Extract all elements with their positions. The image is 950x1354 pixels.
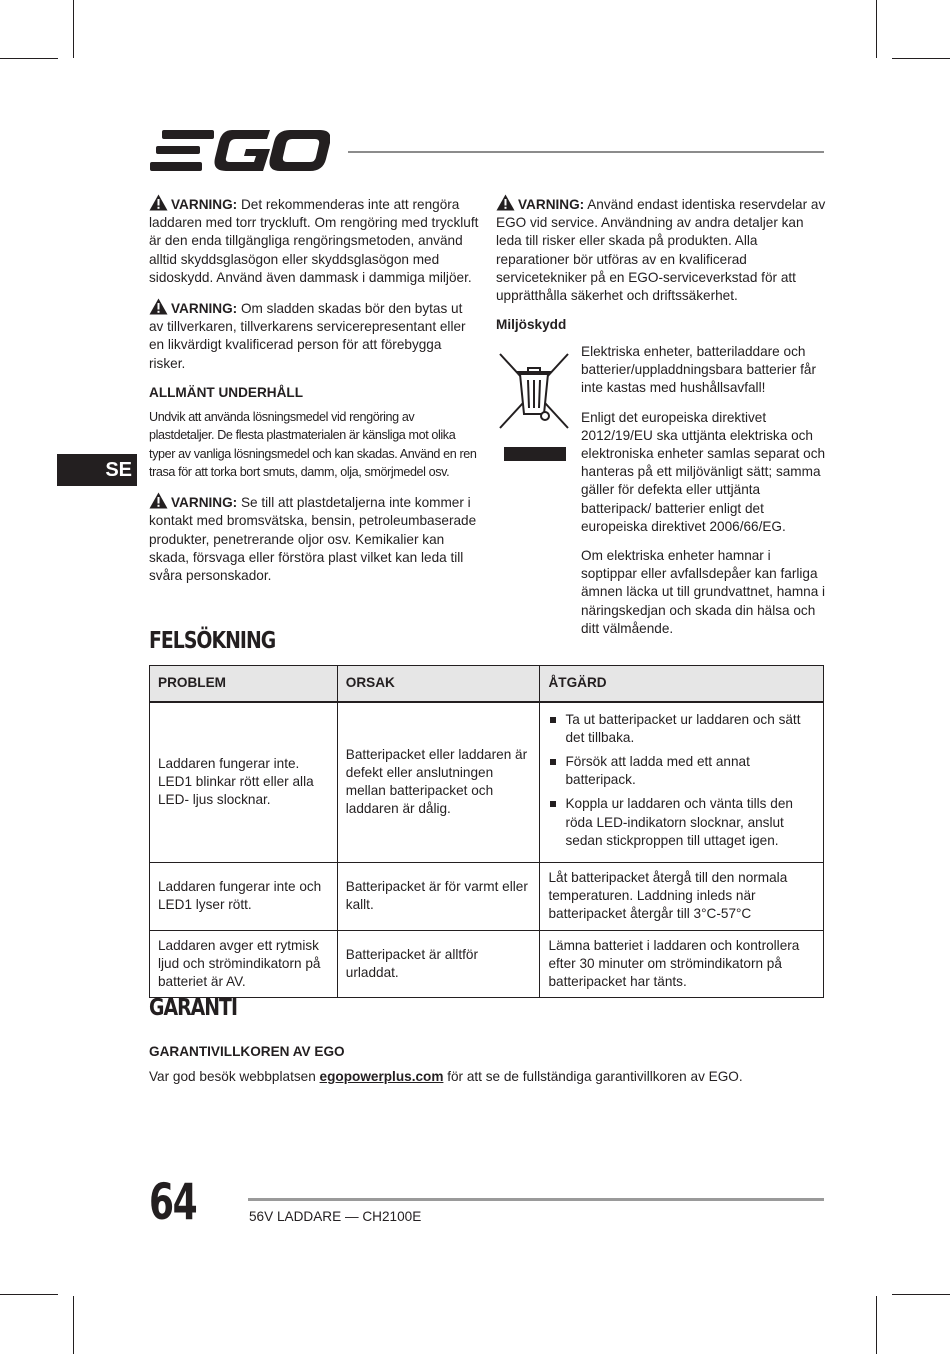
warning-paragraph — [149, 492, 479, 585]
right-column — [496, 194, 826, 340]
problem-cell: Laddaren avger ett rytmisk ljud och strömindikatorn på batteriet är AV. — [150, 930, 338, 998]
action-cell: Låt batteripacket återgå till den normala temperaturen. Laddning inleds när batteripacket återgår till 3°C-57°C — [540, 862, 824, 930]
troubleshooting-table — [149, 665, 824, 998]
environment-text — [581, 343, 826, 649]
warning-text: Om sladden skadas bör den bytas ut av tillverkaren, tillverkarens servicerepresentant eller en likvärdigt kvalificerad person för att förebygga risker. — [149, 301, 466, 371]
column-header: ORSAK — [337, 666, 540, 702]
footer-rule — [248, 1198, 824, 1201]
troubleshooting-title: FELSÖKNING — [149, 628, 276, 654]
warning-triangle-icon — [149, 298, 168, 315]
warning-triangle-icon — [149, 492, 168, 509]
warning-triangle-icon — [496, 194, 515, 211]
environment-paragraph: Om elektriska enheter hamnar i soptippar eller avfallsdepåer kan farliga ämnen läcka ut till grundvattnet, hamna i näringskedjan och skada din hälsa och ditt välmående. — [581, 548, 826, 636]
crop-mark — [73, 0, 74, 58]
list-item: Ta ut batteripacket ur laddaren och sätt det tillbaka. — [548, 711, 815, 747]
warranty-link[interactable]: egopowerplus.com — [319, 1069, 444, 1084]
table-row — [150, 930, 824, 998]
environment-paragraph: Elektriska enheter, batteriladdare och batterier/uppladdningsbara batterier får inte kastas med hushållsavfall! — [581, 344, 817, 396]
warning-label: VARNING: — [171, 301, 238, 317]
footer-product: 56V LADDARE — CH2100E — [249, 1209, 422, 1224]
action-list — [548, 711, 815, 850]
crop-mark — [892, 1294, 950, 1295]
cause-cell: Batteripacket är för varmt eller kallt. — [337, 862, 540, 930]
maintenance-text: Undvik att använda lösningsmedel vid rengöring av plastdetaljer. De flesta plastmaterialen är känsliga mot olika typer av vanliga lösningsmedel och kan skadas. Använd en ren trasa för att torka bort smuts, damm, olja, smörjmedel osv. — [149, 410, 477, 479]
list-item: Koppla ur laddaren och vänta tills den röda LED-indikatorn slocknar, anslut sedan stickproppen till uttaget igen. — [548, 795, 815, 850]
warranty-text — [149, 1069, 743, 1084]
warranty-text-after: för att se de fullständiga garantivillkoren av EGO. — [443, 1069, 743, 1084]
problem-cell: Laddaren fungerar inte. LED1 blinkar rött eller alla LED- ljus slocknar. — [150, 702, 338, 863]
action-cell: Lämna batteriet i laddaren och kontrollera efter 30 minuter om strömindikatorn på batteripacket har tänts. — [540, 930, 824, 998]
maintenance-heading: ALLMÄNT UNDERHÅLL — [149, 384, 304, 400]
warning-triangle-icon — [149, 194, 168, 211]
list-item: Försök att ladda med ett annat batteripack. — [548, 753, 815, 789]
problem-cell: Laddaren fungerar inte och LED1 lyser rött. — [150, 862, 338, 930]
crop-mark — [876, 0, 877, 58]
warranty-title: GARANTI — [149, 995, 237, 1021]
warning-text: Se till att plastdetaljerna inte kommer i kontakt med bromsvätska, bensin, petroleumbaserade produkter, penetrerande oljor osv. Kemikalier kan skada, försvaga eller förstöra plast vilket kan leda till svåra personskador. — [149, 495, 477, 584]
table-row — [150, 862, 824, 930]
crop-mark — [0, 1294, 58, 1295]
language-tab: SE — [57, 454, 137, 486]
warning-paragraph — [149, 298, 479, 373]
crop-mark — [876, 1296, 877, 1354]
cause-cell: Batteripacket är alltför urladdat. — [337, 930, 540, 998]
crossed-bin-icon — [498, 352, 570, 430]
crop-mark — [892, 58, 950, 59]
table-header-row — [150, 666, 824, 702]
cause-cell: Batteripacket eller laddaren är defekt eller anslutningen mellan batteripacket och laddaren är dålig. — [337, 702, 540, 863]
warranty-subheading: GARANTIVILLKOREN AV EGO — [149, 1044, 345, 1059]
weee-bar — [504, 447, 566, 461]
header-rule — [348, 151, 824, 153]
ego-logo — [150, 130, 330, 172]
crop-mark — [73, 1296, 74, 1354]
warning-label: VARNING: — [171, 197, 238, 212]
environment-paragraph: Enligt det europeiska direktivet 2012/19/EU ska uttjänta elektriska och elektroniska enheter samlas separat och hanteras på ett miljövänligt sätt; samma gäller för defekta eller uttjänta batteripack/ batterier enligt det europeiska direktivet 2006/66/EG. — [581, 409, 826, 534]
warning-paragraph — [496, 194, 826, 305]
page-number: 64 — [149, 1173, 197, 1231]
column-header: PROBLEM — [150, 666, 338, 702]
warning-label: VARNING: — [171, 495, 238, 511]
table-row — [150, 702, 824, 863]
environment-heading: Miljöskydd — [496, 317, 567, 333]
warning-text: Använd endast identiska reservdelar av EGO vid service. Användning av andra detaljer kan leda till risker eller skada på produkten. Alla reparationer bör utföras av en kvalificerad servicetekniker på en EGO-serviceverkstad för att upprätthålla säkerhet och driftssäkerhet. — [496, 197, 826, 304]
left-column — [149, 194, 479, 596]
warning-text: Det rekommenderas inte att rengöra laddaren med torr tryckluft. Om rengöring med tryckluft är den enda tillgängliga rengöringsmetoden, använd alltid skyddsglasögon eller skyddsglasögon med sidoskydd. Använd även dammask i dammiga miljöer. — [149, 197, 479, 285]
column-header: ÅTGÄRD — [540, 666, 824, 702]
warning-label: VARNING: — [518, 197, 585, 212]
warranty-text-before: Var god besök webbplatsen — [149, 1069, 320, 1084]
crop-mark — [0, 58, 58, 59]
warning-paragraph — [149, 194, 479, 287]
action-cell — [540, 702, 824, 863]
